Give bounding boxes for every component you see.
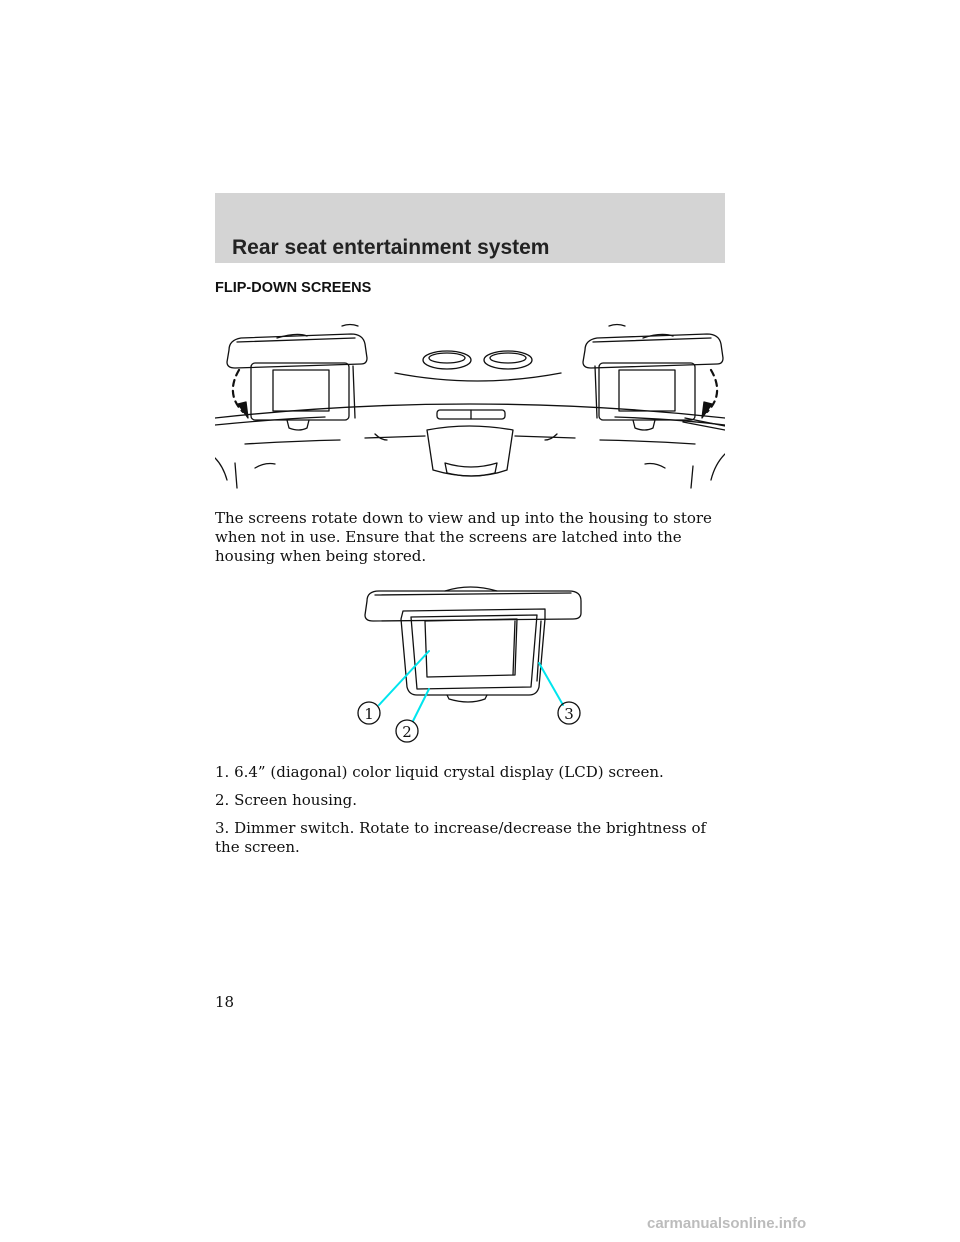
callout-2-leader: [413, 689, 429, 721]
callout-1-label: 1: [364, 705, 374, 723]
callout-3-leader: [539, 663, 563, 705]
site-watermark: carmanualsonline.info: [647, 1215, 807, 1232]
callout-3-label: 3: [564, 705, 574, 723]
body-paragraph: The screens rotate down to view and up into the housing to store when not in use. Ensure that the screens are latched into the housing when being stored.: [215, 509, 712, 565]
legend-item: 1. 6.4” (diagonal) color liquid crystal display (LCD) screen.: [215, 763, 664, 781]
page-header-title: Rear seat entertainment system: [232, 236, 550, 259]
callout-2-label: 2: [402, 723, 412, 741]
screen-detail-illustration: [345, 583, 600, 743]
headliner-screens-illustration: [215, 318, 725, 493]
callout-legend: [215, 763, 725, 866]
legend-item: 2. Screen housing.: [215, 791, 357, 809]
legend-item: 3. Dimmer switch. Rotate to increase/decrease the brightness of the screen.: [215, 819, 707, 856]
page-number: 18: [215, 993, 235, 1011]
section-heading: FLIP-DOWN SCREENS: [215, 280, 372, 296]
